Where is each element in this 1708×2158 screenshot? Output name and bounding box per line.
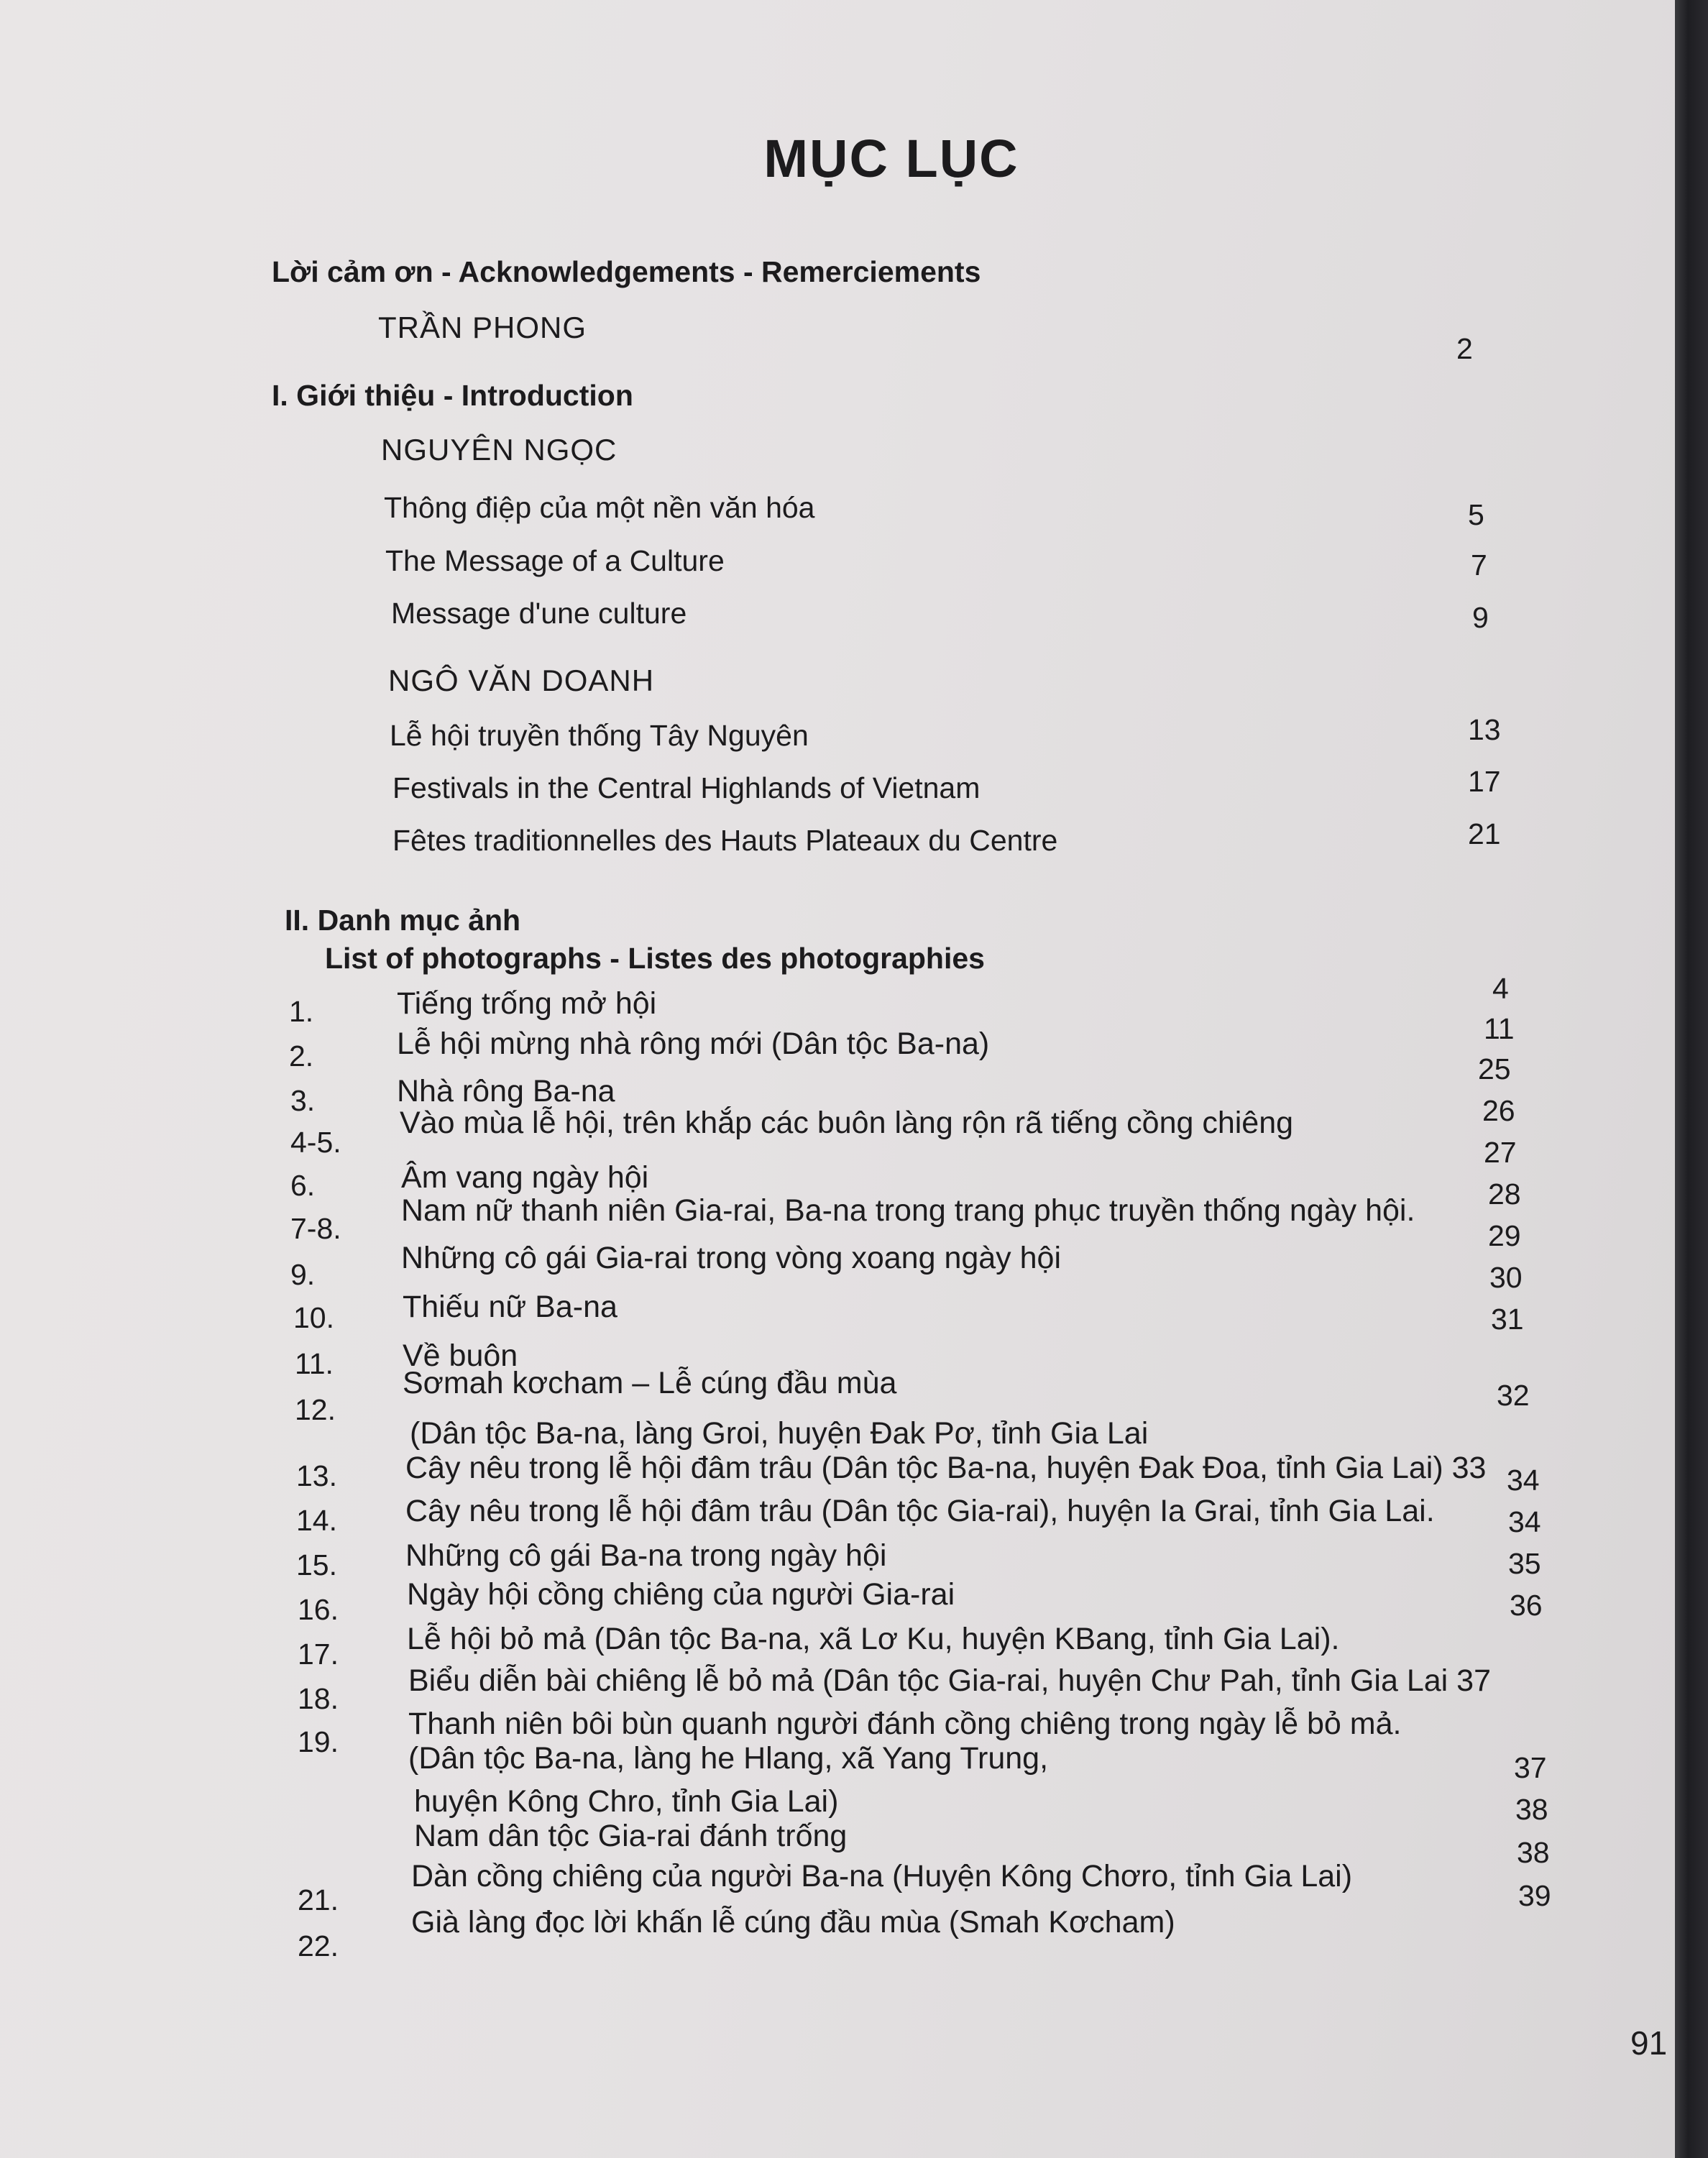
acknowledgements-author: TRẦN PHONG <box>378 311 587 344</box>
photo-caption: Lễ hội bỏ mả (Dân tộc Ba-na, xã Lơ Ku, huyện KBang, tỉnh Gia Lai). <box>407 1622 1340 1656</box>
photo-page: 31 <box>1491 1303 1524 1336</box>
photo-caption: Vào mùa lễ hội, trên khắp các buôn làng rộn rã tiếng cồng chiêng <box>400 1106 1294 1140</box>
photo-number: 19. <box>298 1725 339 1758</box>
photo-caption: Thanh niên bôi bùn quanh người đánh cồng chiêng trong ngày lễ bỏ mả. <box>408 1707 1402 1741</box>
photo-number: 14. <box>296 1504 337 1537</box>
photo-caption: (Dân tộc Ba-na, làng he Hlang, xã Yang Trung, <box>408 1741 1049 1776</box>
photo-number: 4-5. <box>290 1126 341 1159</box>
photo-page: 37 <box>1514 1751 1547 1784</box>
photo-number: 16. <box>298 1593 339 1626</box>
photo-page: 29 <box>1488 1219 1521 1252</box>
photo-caption: Già làng đọc lời khấn lễ cúng đầu mùa (Smah Kơcham) <box>411 1905 1175 1939</box>
toc-entry-title: Thông điệp của một nền văn hóa <box>384 491 815 524</box>
photo-page: 34 <box>1508 1505 1541 1538</box>
acknowledgements-page: 2 <box>1456 332 1473 365</box>
photo-number: 7-8. <box>290 1212 341 1245</box>
toc-entry-page: 9 <box>1472 601 1489 634</box>
photographs-heading: II. Danh mục ảnh <box>285 904 521 937</box>
photo-page: 30 <box>1489 1261 1523 1294</box>
photo-page: 27 <box>1484 1136 1517 1169</box>
photo-caption: Những cô gái Ba-na trong ngày hội <box>405 1538 887 1573</box>
photo-number: 9. <box>290 1258 316 1291</box>
photo-caption: Nam nữ thanh niên Gia-rai, Ba-na trong trang phục truyền thống ngày hội. <box>401 1193 1415 1228</box>
photo-caption-continued: Nam dân tộc Gia-rai đánh trống <box>414 1819 848 1853</box>
photo-page: 35 <box>1508 1547 1541 1580</box>
photo-number: 10. <box>293 1301 334 1334</box>
photo-caption: Âm vang ngày hội <box>401 1160 649 1195</box>
toc-entry-title: Message d'une culture <box>391 597 687 630</box>
author-name: NGÔ VĂN DOANH <box>388 664 655 697</box>
photo-caption: Thiếu nữ Ba-na <box>403 1290 617 1324</box>
photo-page: 32 <box>1497 1379 1530 1412</box>
photo-caption: Cây nêu trong lễ hội đâm trâu (Dân tộc Ba-na, huyện Đak Đoa, tỉnh Gia Lai) 33 <box>405 1451 1487 1485</box>
toc-entry-page: 17 <box>1468 765 1501 798</box>
page-title: MỤC LỤC <box>763 129 1019 188</box>
photo-page: 4 <box>1492 972 1509 1005</box>
photographs-subheading: List of photographs - Listes des photographies <box>325 942 985 975</box>
photo-page: 39 <box>1518 1879 1551 1912</box>
toc-entry-title: Fêtes traditionnelles des Hauts Plateaux du Centre <box>392 824 1058 857</box>
photo-number: 3. <box>290 1084 316 1117</box>
toc-entry-title: The Message of a Culture <box>385 544 725 577</box>
toc-entry-page: 13 <box>1468 713 1501 746</box>
photo-page: 25 <box>1478 1052 1511 1085</box>
photo-caption: Tiếng trống mở hội <box>397 986 657 1021</box>
photo-caption: Nhà rông Ba-na <box>397 1074 615 1108</box>
photo-number: 21. <box>298 1883 339 1916</box>
photo-caption: Ngày hội cồng chiêng của người Gia-rai <box>407 1577 955 1612</box>
photo-caption: Những cô gái Gia-rai trong vòng xoang ngày hội <box>401 1241 1062 1275</box>
photo-page: 36 <box>1510 1589 1543 1622</box>
introduction-heading: I. Giới thiệu - Introduction <box>272 379 633 412</box>
photo-number: 13. <box>296 1459 337 1492</box>
photo-caption: Lễ hội mừng nhà rông mới (Dân tộc Ba-na) <box>397 1027 990 1061</box>
photo-number: 6. <box>290 1169 316 1202</box>
photo-caption: Biểu diễn bài chiêng lễ bỏ mả (Dân tộc Gia-rai, huyện Chư Pah, tỉnh Gia Lai 37 <box>408 1663 1491 1698</box>
photo-caption: Cây nêu trong lễ hội đâm trâu (Dân tộc Gia-rai), huyện Ia Grai, tỉnh Gia Lai. <box>405 1494 1435 1528</box>
author-name: NGUYÊN NGỌC <box>381 433 617 467</box>
photo-number: 11. <box>295 1347 334 1380</box>
photo-number: 2. <box>289 1039 314 1073</box>
photo-page: 28 <box>1488 1177 1521 1211</box>
photo-page: 38 <box>1517 1836 1550 1869</box>
acknowledgements-heading: Lời cảm ơn - Acknowledgements - Remerciements <box>272 255 981 288</box>
toc-entry-title: Festivals in the Central Highlands of Vietnam <box>392 771 981 804</box>
photo-number: 15. <box>296 1548 337 1581</box>
photo-caption-continued: (Dân tộc Ba-na, làng Groi, huyện Đak Pơ, tỉnh Gia Lai <box>410 1416 1149 1451</box>
toc-entry-page: 5 <box>1468 498 1484 531</box>
photo-number: 1. <box>289 995 314 1028</box>
photo-number: 12. <box>295 1393 336 1426</box>
toc-entry-title: Lễ hội truyền thống Tây Nguyên <box>390 719 809 752</box>
photo-page: 34 <box>1507 1464 1540 1497</box>
page-edge-shadow <box>1675 0 1708 2158</box>
photo-caption: Dàn cồng chiêng của người Ba-na (Huyện Kông Chơro, tỉnh Gia Lai) <box>411 1859 1353 1893</box>
photo-number: 22. <box>298 1929 339 1962</box>
toc-entry-page: 21 <box>1468 817 1501 850</box>
photo-number: 18. <box>298 1682 339 1715</box>
photo-page: 38 <box>1515 1793 1548 1826</box>
photo-caption-continued: huyện Kông Chro, tỉnh Gia Lai) <box>414 1784 839 1819</box>
toc-entry-page: 7 <box>1471 548 1487 582</box>
photo-number: 17. <box>298 1638 339 1671</box>
photo-page: 26 <box>1482 1094 1515 1127</box>
photo-caption: Sơmah kơcham – Lễ cúng đầu mùa <box>403 1366 897 1400</box>
photo-page: 11 <box>1484 1012 1515 1045</box>
photo-caption: Về buôn <box>403 1339 518 1373</box>
page-number: 91 <box>1630 2024 1668 2062</box>
